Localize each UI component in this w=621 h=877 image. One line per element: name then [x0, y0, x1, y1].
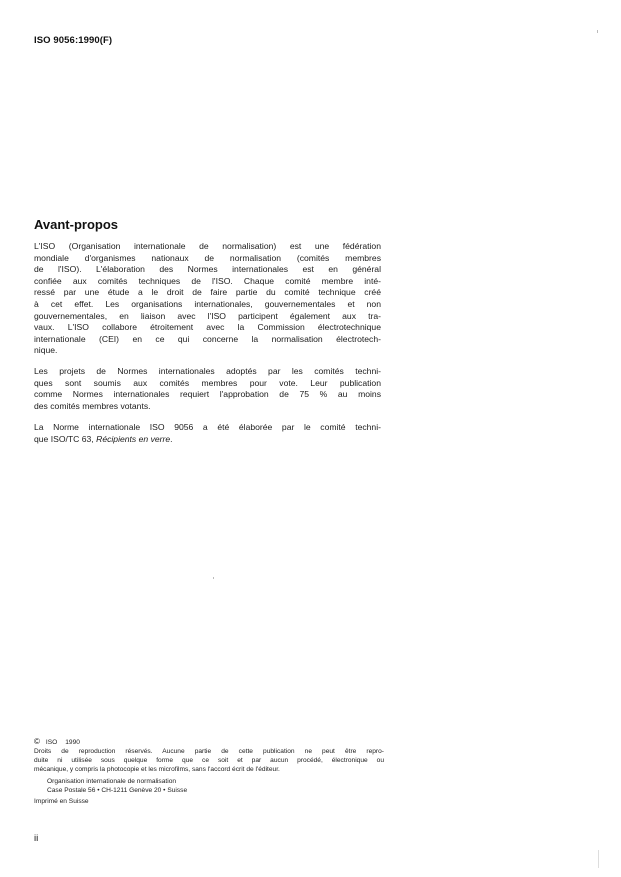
- foreword-title: Avant-propos: [34, 217, 119, 232]
- organisation-name: Organisation internationale de normalisation: [47, 777, 177, 785]
- foreword-paragraph-3: [34, 422, 381, 445]
- scan-speck: [597, 30, 598, 33]
- text-line: mondiale d'organismes nationaux de normalisation (comités membres: [34, 252, 381, 263]
- text-line: des comités membres votants.: [34, 400, 151, 411]
- text-line: mécanique, y compris la photocopie et les microfilms, sans l'accord écrit de l'éditeur.: [34, 765, 280, 773]
- text-line: duite ni utilisée sous quelque forme que ce soit et par aucun procédé, électronique ou: [34, 756, 384, 764]
- copyright-symbol: ©: [34, 737, 40, 746]
- text-line: Droits de reproduction réservés. Aucune partie de cette publication ne peut être repro-: [34, 747, 384, 755]
- copyright-line: [34, 738, 384, 748]
- text-line: comme Normes internationales requiert l'approbation de 75 % au moins: [34, 389, 381, 400]
- text-line: vaux. L'ISO collabore étroitement avec la Commission électrotechnique: [34, 322, 381, 333]
- standard-reference-header: ISO 9056:1990(F): [34, 35, 113, 46]
- text-segment: .: [170, 433, 173, 444]
- copyright-org: ISO: [45, 739, 58, 746]
- text-line: internationale (CEI) en ce qui concerne la normalisation électrotech-: [34, 333, 381, 344]
- text-line: nique.: [34, 345, 58, 356]
- text-line: L'ISO (Organisation internationale de normalisation) est une fédération: [34, 241, 381, 251]
- scan-speck: [598, 850, 599, 868]
- rights-statement: [34, 748, 384, 775]
- foreword-paragraph-2: [34, 366, 381, 412]
- committee-title: Récipients en verre: [96, 433, 171, 444]
- scan-speck: [213, 577, 214, 579]
- text-line: ressé par une étude a le droit de faire partie du comité technique créé: [34, 287, 381, 298]
- page-number: ii: [34, 833, 39, 844]
- printed-in: Imprimé en Suisse: [34, 798, 89, 806]
- text-line: confiée aux comités techniques de l'ISO. Chaque comité membre inté-: [34, 275, 381, 286]
- postal-address: Case Postale 56 • CH-1211 Genève 20 • Suisse: [47, 786, 188, 794]
- text-line: [34, 434, 381, 446]
- copyright-year: 1990: [65, 739, 80, 746]
- text-segment: que ISO/TC 63,: [34, 433, 97, 444]
- text-line: La Norme internationale ISO 9056 a été élaborée par le comité techni-: [34, 422, 381, 432]
- text-line: ques sont soumis aux comités membres pour vote. Leur publication: [34, 377, 381, 388]
- text-line: de l'ISO). L'élaboration des Normes internationales est en général: [34, 264, 381, 275]
- text-line: à cet effet. Les organisations internationales, gouvernementales et non: [34, 298, 381, 309]
- text-line: Les projets de Normes internationales adoptés par les comités techni-: [34, 366, 381, 376]
- copyright-notice: [34, 738, 384, 807]
- text-line: gouvernementales, en liaison avec l'ISO participent également aux tra-: [34, 310, 381, 321]
- foreword-paragraph-1: [34, 241, 381, 357]
